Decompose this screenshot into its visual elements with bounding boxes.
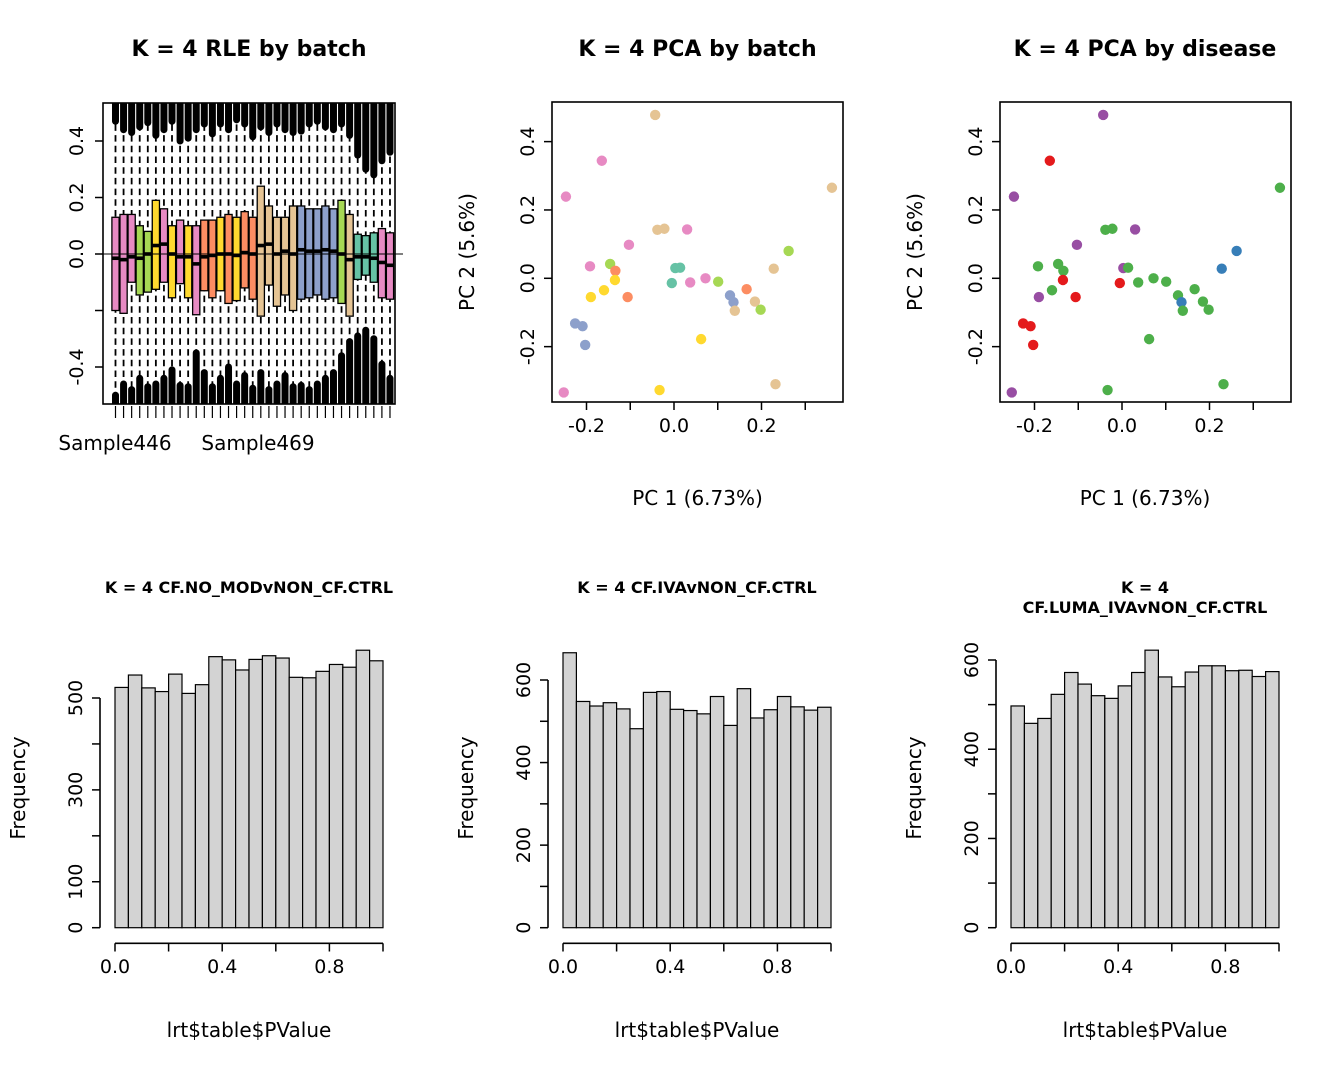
data-point: [599, 285, 609, 295]
histogram-bar: [356, 650, 369, 927]
data-point: [755, 305, 765, 315]
y-tick-label: 0.2: [66, 182, 88, 213]
data-point: [1133, 277, 1143, 287]
box: [273, 217, 280, 306]
data-point: [1178, 306, 1188, 316]
data-point: [827, 183, 837, 193]
histogram-bar: [751, 718, 764, 928]
histogram-bar: [1266, 672, 1279, 928]
histogram-bar: [182, 693, 195, 927]
x-tick-label: 0.8: [1210, 956, 1241, 978]
histogram-bar: [303, 678, 316, 928]
box: [298, 206, 305, 299]
histogram-bar: [630, 729, 643, 928]
data-point: [1107, 224, 1117, 234]
histogram-bar: [710, 697, 723, 928]
plot-title-hist-1: K = 4 CF.NO_MODvNON_CF.CTRL: [104, 578, 394, 597]
x-tick-label: 0.8: [762, 956, 793, 978]
data-point: [1203, 305, 1213, 315]
y-tick-label: 100: [65, 863, 87, 900]
data-point: [1007, 387, 1017, 397]
histogram-bar: [1051, 694, 1064, 927]
data-point: [685, 277, 695, 287]
histogram-bar: [643, 692, 656, 927]
histogram-bar: [142, 688, 155, 928]
data-point: [700, 273, 710, 283]
histogram-bar: [563, 653, 576, 928]
median-line: [257, 244, 264, 248]
data-point: [1009, 191, 1019, 201]
plot-title-rle: K = 4 RLE by batch: [131, 37, 367, 62]
plot-bg: [1000, 102, 1291, 402]
histogram-bar: [276, 658, 289, 928]
y-tick-label: 0: [961, 921, 983, 934]
hist-2-yaxis-title: Frequency: [454, 736, 478, 840]
data-point: [597, 156, 607, 166]
histogram-bar: [343, 667, 356, 927]
data-point: [1025, 321, 1035, 331]
data-point: [1034, 292, 1044, 302]
histogram-bar: [236, 670, 249, 928]
data-point: [1189, 284, 1199, 294]
data-point: [1148, 273, 1158, 283]
data-point: [1070, 292, 1080, 302]
histogram-bar: [115, 687, 128, 927]
median-line: [128, 255, 135, 259]
y-tick-label: 0.4: [66, 125, 88, 157]
histogram-bar: [576, 701, 589, 927]
data-point: [769, 264, 779, 274]
y-tick-label: 0.0: [965, 263, 987, 294]
box: [185, 226, 192, 298]
median-line: [314, 249, 321, 253]
histogram-bar: [1252, 677, 1265, 928]
x-tick-label: 0.0: [547, 956, 579, 978]
data-point: [1115, 278, 1125, 288]
data-point: [650, 110, 660, 120]
x-tick-label: 0.4: [655, 956, 686, 978]
histogram-bar: [249, 659, 262, 927]
histogram-bar: [617, 709, 630, 928]
box: [112, 217, 119, 310]
box: [128, 214, 135, 282]
data-point: [561, 191, 571, 201]
median-line: [160, 242, 167, 246]
data-point: [1102, 385, 1112, 395]
data-point: [1098, 110, 1108, 120]
data-point: [1275, 183, 1285, 193]
histogram-bar: [262, 656, 275, 928]
y-tick-label: 200: [961, 820, 983, 857]
histogram-bar: [1132, 672, 1145, 927]
median-line: [386, 264, 393, 268]
y-tick-label: 400: [513, 744, 535, 781]
median-line: [297, 248, 304, 252]
histogram-bar: [1078, 684, 1091, 928]
histogram-bar: [1225, 671, 1238, 928]
median-line: [330, 249, 337, 253]
data-point: [585, 261, 595, 271]
y-tick-label: 0.0: [517, 263, 539, 294]
histogram-bar: [777, 697, 790, 928]
pca-batch-xaxis-title: PC 1 (6.73%): [632, 486, 763, 510]
box: [346, 214, 353, 316]
histogram-bar: [590, 706, 603, 928]
y-tick-label: 400: [961, 731, 983, 768]
histogram-bar: [764, 710, 777, 928]
plot-title-pca-disease: K = 4 PCA by disease: [1013, 37, 1277, 62]
data-point: [1033, 261, 1043, 271]
box: [281, 217, 288, 295]
histogram-bar: [603, 703, 616, 928]
y-tick-label: 600: [961, 641, 983, 679]
y-tick-label: 300: [65, 771, 87, 809]
data-point: [610, 266, 620, 276]
x-tick-label: 0.2: [1194, 415, 1225, 437]
box: [193, 226, 200, 315]
data-point: [1123, 263, 1133, 273]
median-line: [378, 261, 385, 265]
box: [306, 209, 313, 298]
histogram-bar: [1199, 666, 1212, 928]
x-tick-label: -0.2: [1015, 415, 1054, 437]
data-point: [1072, 240, 1082, 250]
y-tick-label: -0.4: [66, 348, 88, 386]
histogram-bar: [128, 675, 141, 928]
box: [176, 220, 183, 284]
data-point: [741, 284, 751, 294]
box: [233, 217, 240, 300]
box: [257, 186, 264, 316]
data-point: [1231, 246, 1241, 256]
box: [330, 209, 337, 298]
histogram-bar: [1011, 706, 1024, 928]
data-point: [770, 379, 780, 389]
histogram-bar: [1185, 672, 1198, 928]
box: [338, 200, 345, 303]
hist-3-yaxis-title: Frequency: [902, 736, 926, 840]
y-tick-label: 0: [513, 921, 535, 934]
x-tick-label: 0.4: [1103, 956, 1134, 978]
histogram-bar: [1212, 666, 1225, 928]
histogram-bar: [670, 709, 683, 927]
histogram-bar: [684, 711, 697, 928]
y-tick-label: 500: [65, 679, 87, 717]
y-tick-label: 0.0: [66, 238, 88, 270]
histogram-bar: [804, 710, 817, 928]
histogram-bar: [697, 714, 710, 928]
x-tick-label: 0.0: [1106, 415, 1138, 437]
histogram-bar: [657, 692, 670, 928]
y-tick-label: 600: [513, 661, 535, 699]
box: [322, 206, 329, 299]
pca-disease-chart: [896, 0, 1344, 545]
box: [249, 217, 256, 299]
histogram-bar: [1172, 687, 1185, 928]
data-point: [713, 277, 723, 287]
y-tick-label: 0.2: [517, 194, 539, 226]
data-point: [783, 246, 793, 256]
y-tick-label: 0.4: [965, 126, 987, 157]
pca-batch-chart: [448, 0, 896, 545]
x-tick-label: 0.0: [99, 956, 131, 978]
histogram-bar: [724, 725, 737, 927]
histogram-bar: [1239, 670, 1252, 927]
data-point: [1144, 334, 1154, 344]
median-line: [265, 242, 272, 246]
data-point: [1058, 275, 1068, 285]
data-point: [577, 321, 587, 331]
pvalue-histogram-2: [448, 545, 896, 1075]
x-tick-label: 0.8: [314, 956, 345, 978]
rle-boxplot-chart: [0, 0, 448, 545]
median-line: [362, 255, 369, 259]
median-line: [346, 258, 353, 262]
histogram-bar: [818, 707, 831, 927]
pvalue-histogram-1: [0, 545, 448, 1075]
histogram-bar: [329, 664, 342, 927]
pvalue-histogram-3: [896, 545, 1344, 1075]
histogram-bar: [1105, 698, 1118, 927]
plot-title-pca-batch: K = 4 PCA by batch: [578, 37, 817, 62]
data-point: [559, 387, 569, 397]
median-line: [136, 256, 143, 260]
data-point: [1130, 224, 1140, 234]
hist-1-xaxis-title: lrt$table$PValue: [166, 1018, 332, 1042]
data-point: [610, 275, 620, 285]
median-line: [322, 248, 329, 252]
box: [241, 212, 248, 288]
data-point: [667, 278, 677, 288]
box: [290, 206, 297, 311]
histogram-bar: [222, 660, 235, 928]
median-line: [354, 255, 361, 259]
x-tick-label: -0.2: [567, 415, 606, 437]
box: [209, 220, 216, 298]
data-point: [1047, 285, 1057, 295]
data-point: [654, 385, 664, 395]
median-line: [120, 258, 127, 262]
rle-sample-label-1: Sample446: [58, 431, 172, 455]
box: [136, 226, 143, 295]
histogram-bar: [1091, 696, 1104, 928]
histogram-bar: [316, 671, 329, 927]
data-point: [1217, 264, 1227, 274]
y-tick-label: 0.4: [517, 126, 539, 157]
histogram-bar: [1024, 723, 1037, 927]
histogram-bar: [209, 657, 222, 928]
histogram-bar: [791, 707, 804, 928]
rle-sample-label-2: Sample469: [201, 431, 315, 455]
data-point: [580, 340, 590, 350]
y-tick-label: 0.2: [965, 194, 987, 226]
data-point: [622, 292, 632, 302]
data-point: [586, 292, 596, 302]
hist-1-yaxis-title: Frequency: [6, 736, 30, 840]
data-point: [659, 224, 669, 234]
plot-title-hist-3: K = 4 CF.LUMA_IVAvNON_CF.CTRL: [1022, 578, 1268, 617]
median-line: [306, 249, 313, 253]
y-tick-label: 200: [513, 827, 535, 864]
histogram-bar: [195, 685, 208, 928]
box: [225, 214, 232, 303]
plot-title-hist-2: K = 4 CF.IVAvNON_CF.CTRL: [577, 578, 817, 597]
x-tick-label: 0.0: [658, 415, 690, 437]
box: [120, 214, 127, 313]
data-point: [1045, 156, 1055, 166]
plot-bg: [552, 102, 843, 402]
box: [144, 231, 151, 292]
data-point: [1161, 277, 1171, 287]
data-point: [624, 240, 634, 250]
y-tick-label: -0.2: [517, 328, 539, 366]
median-line: [193, 262, 200, 266]
histogram-bar: [1038, 718, 1051, 927]
x-tick-label: 0.2: [746, 415, 777, 437]
median-line: [281, 249, 288, 253]
pca-batch-yaxis-title: PC 2 (5.6%): [455, 193, 479, 311]
histogram-bar: [169, 674, 182, 928]
histogram-bar: [1145, 650, 1158, 928]
data-point: [730, 306, 740, 316]
median-line: [184, 255, 191, 259]
median-line: [370, 256, 377, 260]
histogram-bar: [737, 689, 750, 928]
y-tick-label: 0: [65, 921, 87, 934]
median-line: [176, 255, 183, 259]
data-point: [1028, 340, 1038, 350]
histogram-bar: [289, 677, 302, 927]
histogram-bar: [155, 692, 168, 928]
median-line: [201, 255, 208, 259]
median-line: [112, 256, 119, 260]
data-point: [696, 334, 706, 344]
histogram-bar: [1065, 672, 1078, 927]
hist-2-xaxis-title: lrt$table$PValue: [614, 1018, 780, 1042]
data-point: [675, 263, 685, 273]
pca-disease-yaxis-title: PC 2 (5.6%): [903, 193, 927, 311]
y-tick-label: -0.2: [965, 328, 987, 366]
data-point: [682, 224, 692, 234]
histogram-bar: [370, 661, 383, 928]
data-point: [1058, 266, 1068, 276]
histogram-bar: [1158, 677, 1171, 928]
histogram-bar: [1118, 686, 1131, 928]
median-line: [152, 244, 159, 248]
data-point: [1218, 379, 1228, 389]
x-tick-label: 0.4: [207, 956, 238, 978]
x-tick-label: 0.0: [995, 956, 1027, 978]
pca-disease-xaxis-title: PC 1 (6.73%): [1079, 486, 1211, 510]
hist-3-xaxis-title: lrt$table$PValue: [1062, 1018, 1228, 1042]
box: [168, 226, 175, 298]
